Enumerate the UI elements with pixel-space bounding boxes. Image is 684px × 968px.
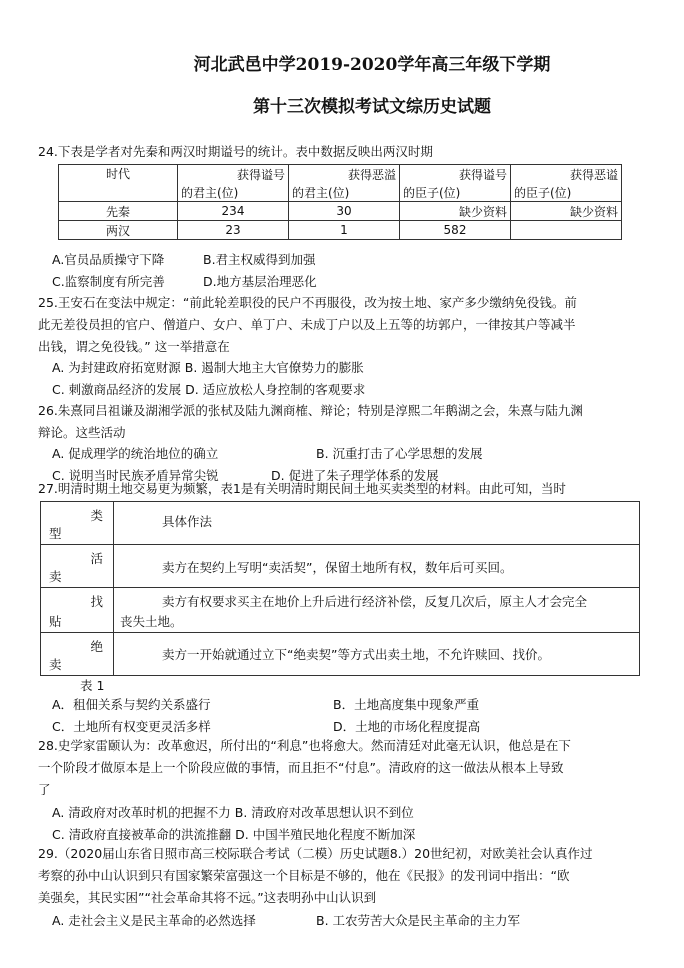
q27-type-char2: 贴 xyxy=(49,614,62,629)
q24-header-col1-a: 获得谥号 xyxy=(178,165,289,184)
q24-header-col3-a: 获得谥号 xyxy=(400,165,511,184)
table-row xyxy=(59,202,622,221)
q24-header-col4-b: 的臣子(位) xyxy=(511,183,622,202)
q27-type-huomai xyxy=(41,545,114,588)
q27-header-method: 具体作法 xyxy=(114,502,640,545)
q24-cell: 两汉 xyxy=(59,221,178,240)
q24-cell: 234 xyxy=(178,202,289,221)
q25-stem-line2: 此无差役员担的官户、僧道户、女户、单丁户、未成丁户以及上五等的坊郭户，一律按其户等减半 xyxy=(38,317,576,332)
q24-cell xyxy=(511,221,622,240)
q26-option-d: D. 促进了朱子理学体系的发展 xyxy=(271,468,439,483)
q24-option-d: D.地方基层治理恶化 xyxy=(203,274,317,289)
q29-stem-line3: 美强矣，其民实困”“社会革命其将不远。”这表明孙中山认识到 xyxy=(38,890,377,905)
q24-stem: 24.下表是学者对先秦和两汉时期谥号的统计。表中数据反映出两汉时期 xyxy=(38,144,433,159)
q27-type-char1: 找 xyxy=(90,594,103,609)
exam-title-line2: 第十三次模拟考试文综历史试题 xyxy=(253,97,491,117)
q27-option-c: C．土地所有权变更灵活多样 xyxy=(52,719,211,734)
q28-stem-line1: 28.史学家雷颐认为：改革愈迟，所付出的“利息”也将愈大。然而清廷对此毫无认识，他总是在下 xyxy=(38,738,571,753)
q27-method-zhaotie-line2: 丧失土地。 xyxy=(120,614,183,629)
q26-stem-line2: 辩论。这些活动 xyxy=(38,425,126,440)
table-row xyxy=(41,545,640,588)
q24-cell: 先秦 xyxy=(59,202,178,221)
q27-type-char2: 卖 xyxy=(49,569,62,584)
q24-cell: 30 xyxy=(289,202,400,221)
table-row xyxy=(41,502,640,545)
q27-table-caption: 表 1 xyxy=(80,678,105,693)
q24-cell: 缺少资料 xyxy=(400,202,511,221)
q28-stem-line2: 一个阶段才做原本是上一个阶段应做的事情，而且拒不“付息”。清政府的这一做法从根本上导致 xyxy=(38,760,564,775)
q26-stem-line1: 26.朱熹同吕祖谦及湖湘学派的张栻及陆九渊商榷、辩论；特别是淳熙二年鹅湖之会，朱熹与陆九渊 xyxy=(38,403,583,418)
q27-method-zhaotie xyxy=(114,588,640,633)
q27-header-type-char2: 型 xyxy=(49,526,62,541)
q24-header-col4-a: 获得恶谥 xyxy=(511,165,622,184)
q24-header-col1-b: 的君主(位) xyxy=(178,183,289,202)
table-row xyxy=(41,633,640,676)
q27-type-char2: 卖 xyxy=(49,657,62,672)
q26-option-a: A. 促成理学的统治地位的确立 xyxy=(52,446,219,461)
q27-option-b: B．土地高度集中现象严重 xyxy=(333,697,480,712)
q25-stem-line3: 出钱，谓之免役钱。” 这一举措意在 xyxy=(38,339,230,354)
table-row xyxy=(59,221,622,240)
q27-stem: 27.明清时期土地交易更为频繁，表1是有关明清时期民间土地买卖类型的材料。由此可知，当时 xyxy=(38,481,566,496)
q24-option-c: C.监察制度有所完善 xyxy=(52,274,165,289)
q24-table xyxy=(58,164,622,240)
q27-type-char1: 绝 xyxy=(90,639,103,654)
q24-cell: 582 xyxy=(400,221,511,240)
q24-header-col2-b: 的君主(位) xyxy=(289,183,400,202)
q27-type-zhaotie xyxy=(41,588,114,633)
q24-cell: 23 xyxy=(178,221,289,240)
q26-option-c: C. 说明当时民族矛盾异常尖锐 xyxy=(52,468,219,483)
exam-title-line1: 河北武邑中学2019-2020学年高三年级下学期 xyxy=(193,55,551,75)
q24-option-b: B.君主权威得到加强 xyxy=(203,252,316,267)
q27-type-juemai xyxy=(41,633,114,676)
q28-options-cd: C. 清政府直接被革命的洪流推翻 D. 中国半殖民地化程度不断加深 xyxy=(52,827,416,842)
q24-header-col2-a: 获得恶溢 xyxy=(289,165,400,184)
q27-header-type xyxy=(41,502,114,545)
q24-option-a: A.官员品质操守下降 xyxy=(52,252,165,267)
q27-method-huomai: 卖方在契约上写明“卖活契”，保留土地所有权，数年后可买回。 xyxy=(114,545,640,588)
q25-options-ab: A. 为封建政府拓宽财源 B. 遏制大地主大官僚势力的膨胀 xyxy=(52,360,364,375)
q29-stem-line2: 考察的孙中山认识到只有国家繁荣富强这一个目标是不够的，他在《民报》的发刊词中指出：“欧 xyxy=(38,868,570,883)
q28-options-ab: A. 清政府对改革时机的把握不力 B. 清政府对改革思想认识不到位 xyxy=(52,805,414,820)
q26-option-b: B. 沉重打击了心学思想的发展 xyxy=(316,446,483,461)
q27-type-char1: 活 xyxy=(90,551,103,566)
table-row xyxy=(41,588,640,633)
q28-stem-line3: 了 xyxy=(38,782,51,797)
q27-header-type-char1: 类 xyxy=(90,508,103,523)
q27-method-juemai: 卖方一开始就通过立下“绝卖契”等方式出卖土地，不允许赎回、找价。 xyxy=(114,633,640,676)
q24-cell: 缺少资料 xyxy=(511,202,622,221)
q24-header-col3-b: 的臣子(位) xyxy=(400,183,511,202)
q25-options-cd: C. 刺激商品经济的发展 D. 适应放松人身控制的客观要求 xyxy=(52,382,366,397)
q29-option-b: B. 工农劳苦大众是民主革命的主力军 xyxy=(316,913,521,928)
q27-option-a: A．租佃关系与契约关系盛行 xyxy=(52,697,211,712)
q27-table xyxy=(40,501,640,676)
q29-stem-line1: 29.（2020届山东省日照市高三校际联合考试（二模）历史试题8.）20世纪初，对欧美社会认真作过 xyxy=(38,846,593,861)
q27-method-zhaotie-line1: 卖方有权要求买主在地价上升后进行经济补偿，反复几次后，原主人才会完全 xyxy=(162,594,588,609)
q24-header-era: 时代 xyxy=(59,165,178,202)
q25-stem-line1: 25.王安石在变法中规定：“前此轮差职役的民户不再服役，改为按土地、家产多少缴纳免役钱。前 xyxy=(38,295,577,310)
q24-cell: 1 xyxy=(289,221,400,240)
q29-option-a: A. 走社会主义是民主革命的必然选择 xyxy=(52,913,256,928)
q27-option-d: D．土地的市场化程度提高 xyxy=(333,719,481,734)
